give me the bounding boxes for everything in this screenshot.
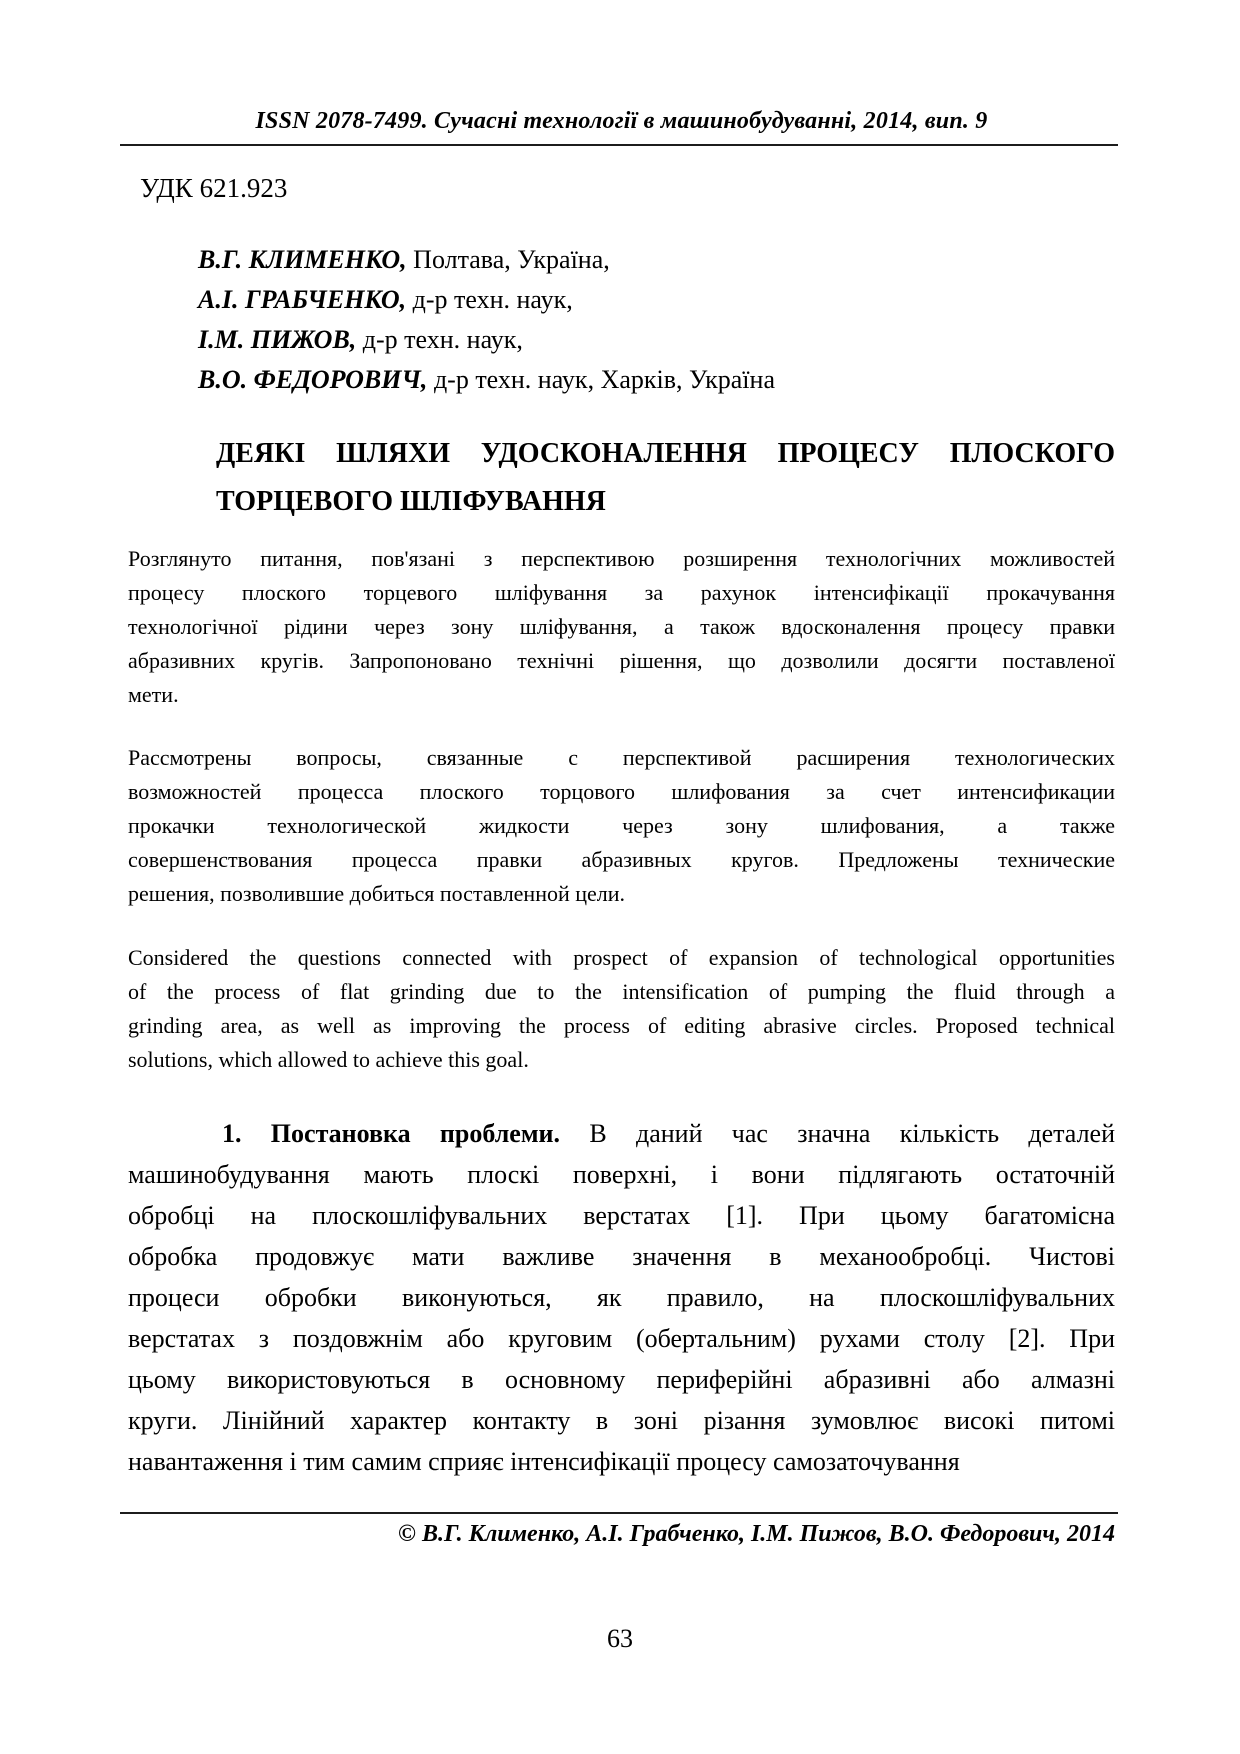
- author-info: д-р техн. наук,: [356, 325, 523, 354]
- abstract-line: grinding area, as well as improving the process of editing abrasive circles. Proposed technical: [128, 1013, 1115, 1038]
- abstract-line: мети.: [128, 682, 179, 707]
- footer-divider: [120, 1512, 1118, 1514]
- abstract-russian: [128, 741, 1115, 911]
- body-line-text: В даний час значна кількість деталей: [560, 1119, 1115, 1148]
- udc-code: УДК 621.923: [140, 173, 288, 203]
- abstract-line: Considered the questions connected with prospect of expansion of technological opportunities: [128, 945, 1115, 970]
- abstract-line: solutions, which allowed to achieve this goal.: [128, 1047, 529, 1072]
- abstract-line: абразивних кругів. Запропоновано технічні рішення, що дозволили досягти поставленої: [128, 648, 1115, 673]
- article-title-line: ТОРЦЕВОГО ШЛІФУВАННЯ: [216, 486, 606, 517]
- authors-block: [198, 240, 1115, 400]
- abstract-ukrainian: [128, 542, 1115, 712]
- author-name: І.М. ПИЖОВ,: [198, 325, 357, 354]
- author-line: [198, 240, 1115, 280]
- abstract-line: Рассмотрены вопросы, связанные с перспективой расширения технологических: [128, 745, 1115, 770]
- author-line: [198, 320, 1115, 360]
- abstract-english: [128, 941, 1115, 1077]
- body-line: [128, 1113, 1115, 1154]
- abstract-line: Розглянуто питання, пов'язані з перспективою розширення технологічних можливостей: [128, 546, 1115, 571]
- body-line: навантаження і тим самим сприяє інтенсифікації процесу самозаточування: [128, 1447, 960, 1476]
- abstract-line: решения, позволившие добиться поставленной цели.: [128, 881, 626, 906]
- journal-header: ISSN 2078-7499. Сучасні технології в машинобудуванні, 2014, вип. 9: [255, 108, 988, 134]
- body-line: верстатах з поздовжнім або круговим (обертальним) рухами столу [2]. При: [128, 1324, 1115, 1353]
- body-line: обробка продовжує мати важливе значення в механообробці. Чистові: [128, 1242, 1115, 1271]
- page-number: 63: [607, 1624, 633, 1653]
- body-line: цьому використовуються в основному периферійні абразивні або алмазні: [128, 1365, 1115, 1394]
- body-line: процеси обробки виконуються, як правило, на плоскошліфувальних: [128, 1283, 1115, 1312]
- abstract-line: прокачки технологической жидкости через зону шлифования, а также: [128, 813, 1115, 838]
- abstract-line: совершенствования процесса правки абразивных кругов. Предложены технические: [128, 847, 1115, 872]
- copyright-line: © В.Г. Клименко, А.І. Грабченко, І.М. Пижов, В.О. Федорович, 2014: [398, 1521, 1115, 1547]
- abstract-line: технологічної рідини через зону шліфування, а також вдосконалення процесу правки: [128, 614, 1115, 639]
- author-info: д-р техн. наук, Харків, Україна: [427, 365, 775, 394]
- section-heading: 1. Постановка проблеми.: [222, 1119, 561, 1148]
- body-line: круги. Лінійний характер контакту в зоні різання зумовлює високі питомі: [128, 1406, 1115, 1435]
- author-info: Полтава, Україна,: [406, 245, 610, 274]
- body-line: обробці на плоскошліфувальних верстатах [1]. При цьому багатомісна: [128, 1201, 1115, 1230]
- abstract-line: of the process of flat grinding due to the intensification of pumping the fluid through a: [128, 979, 1115, 1004]
- article-title-line: ДЕЯКІ ШЛЯХИ УДОСКОНАЛЕННЯ ПРОЦЕСУ ПЛОСКОГО: [216, 438, 1115, 469]
- author-line: [198, 360, 1115, 400]
- article-title: [216, 430, 1115, 526]
- header-divider: [120, 144, 1118, 146]
- author-info: д-р техн. наук,: [406, 285, 573, 314]
- author-line: [198, 280, 1115, 320]
- author-name: А.І. ГРАБЧЕНКО,: [198, 285, 407, 314]
- body-line: машинобудування мають плоскі поверхні, і вони підлягають остаточній: [128, 1160, 1115, 1189]
- author-name: В.Г. КЛИМЕНКО,: [198, 245, 407, 274]
- abstract-line: процесу плоского торцевого шліфування за рахунок інтенсифікації прокачування: [128, 580, 1115, 605]
- abstract-line: возможностей процесса плоского торцового шлифования за счет интенсификации: [128, 779, 1115, 804]
- author-name: В.О. ФЕДОРОВИЧ,: [198, 365, 428, 394]
- body-paragraph: [128, 1113, 1115, 1482]
